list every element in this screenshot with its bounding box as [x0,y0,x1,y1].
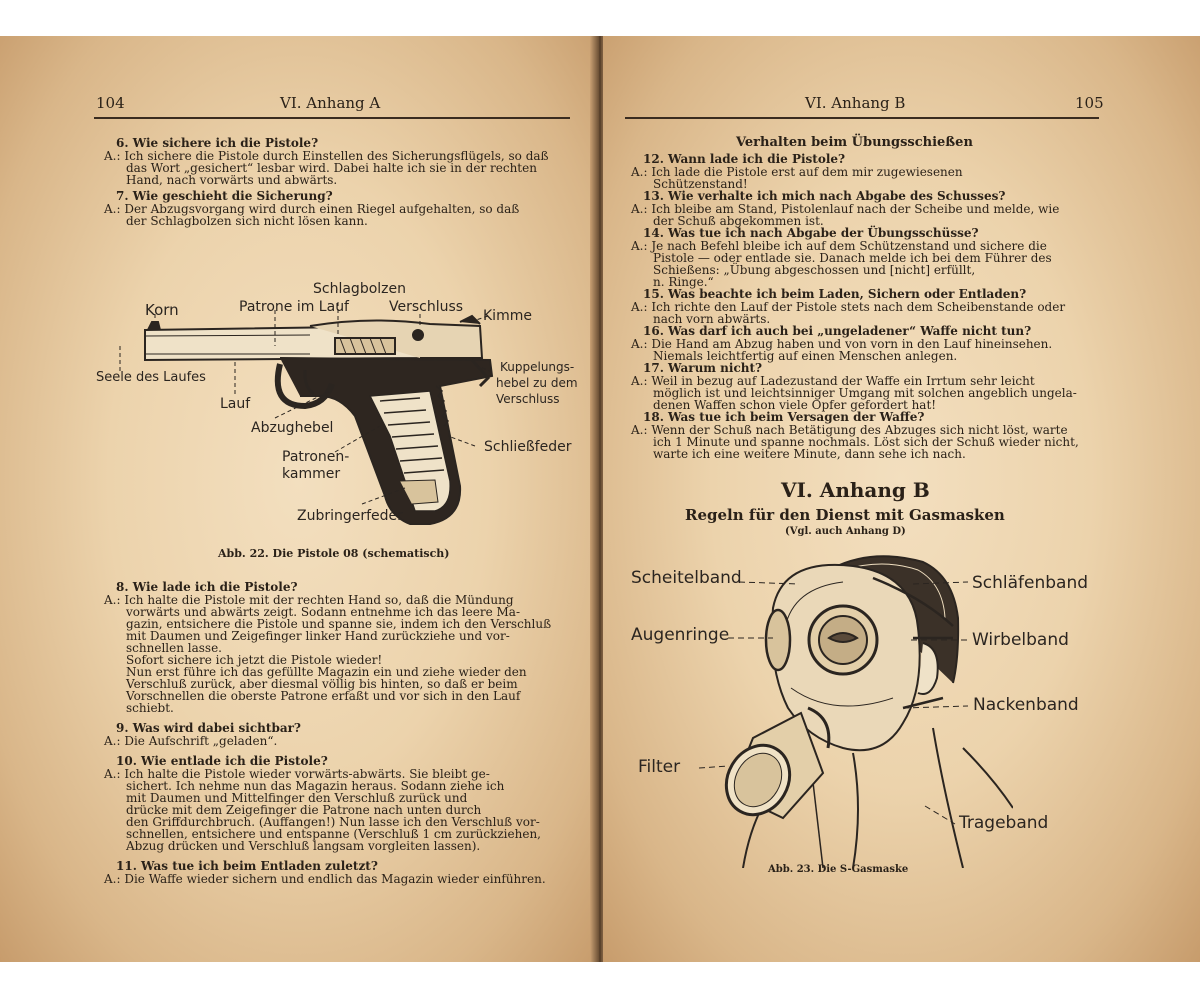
label-korn: Korn [145,301,179,319]
answer-line: A.: Ich richte den Lauf der Pistole stets nach dem Scheibenstande oder [631,300,1066,314]
qa-block-top [104,137,570,227]
answer-line: gazin, entsichere die Pistole und spanne sie, indem ich den Verschluß [126,617,552,631]
left-page [0,36,597,962]
answer-line: A.: Je nach Befehl bleibe ich auf dem Schützenstand und sichere die [631,239,1047,253]
answer-line: der Schlagbolzen sich nicht lösen kann. [126,214,368,228]
label-zubringerfeder: Zubringerfeder [297,508,403,524]
answer-line: der Schuß abgekommen ist. [653,214,824,228]
question: 8. Wie lade ich die Pistole? [116,580,298,594]
answer-line: A.: Wenn der Schuß nach Betätigung des Abzuges sich nicht löst, warte [631,423,1068,437]
question: 18. Was tue ich beim Versagen der Waffe? [643,410,925,424]
answer-line: schnellen, entsichere und entspanne (Verschluß 1 cm zurückziehen, [126,827,541,841]
question: 9. Was wird dabei sichtbar? [116,721,301,735]
label-schliessfeder: Schließfeder [484,439,572,455]
label-seele-des-laufes: Seele des Laufes [96,370,206,385]
answer-line: A.: Die Aufschrift „geladen“. [104,734,278,748]
answer-line: Pistole — oder entlade sie. Danach melde ich bei dem Führer des [653,251,1052,265]
qa-block-bottom [104,581,570,885]
answer-line: warte ich eine weitere Minute, dann sehe ich nach. [653,447,966,461]
question: 12. Wann lade ich die Pistole? [643,152,846,166]
label-scheitelband: Scheitelband [631,568,742,588]
question: 10. Wie entlade ich die Pistole? [116,754,328,768]
answer-line: Vorschnellen die oberste Patrone erfaßt und vor sich in den Lauf [126,689,521,703]
answer-line: schnellen lasse. [126,641,222,655]
answer-line: A.: Die Hand am Abzug haben und von vorn in den Lauf hineinsehen. [631,337,1053,351]
answer-line: denen Waffen schon viele Opfer gefordert hat! [653,398,937,412]
appendix-subtitle: Regeln für den Dienst mit Gasmasken [685,506,1005,524]
answer-line: A.: Ich halte die Pistole wieder vorwärts-abwärts. Sie bleibt ge- [104,767,490,781]
answer-line: nach vorn abwärts. [653,312,771,326]
label-filter: Filter [638,757,681,777]
answer-line: ich 1 Minute und spanne nochmals. Löst sich der Schuß wieder nicht, [653,435,1079,449]
question: 6. Wie sichere ich die Pistole? [116,136,319,150]
answer-line: Schießens: „Übung abgeschossen und [nicht] erfüllt, [653,263,976,277]
question: 7. Wie geschieht die Sicherung? [116,189,333,203]
label-wirbelband: Wirbelband [972,630,1069,650]
answer-line: n. Ringe.“ [653,275,714,289]
label-nackenband: Nackenband [973,695,1079,715]
answer-line: schiebt. [126,701,174,715]
figure-caption: Abb. 23. Die S-Gasmaske [768,864,909,875]
question: 14. Was tue ich nach Abgabe der Übungsschüsse? [643,226,979,240]
label-augenringe: Augenringe [631,625,730,645]
label-lauf: Lauf [220,396,251,412]
page-number: 105 [1075,94,1104,112]
running-head: VI. Anhang B [805,94,906,112]
label-kuppelung-2: hebel zu dem [496,376,578,390]
figure-caption: Abb. 22. Die Pistole 08 (schematisch) [218,547,450,560]
question: 17. Warum nicht? [643,361,763,375]
answer-line: Schützenstand! [653,177,748,191]
page-number: 104 [96,94,125,112]
answer-line: Verschluß zurück, aber diesmal völlig bis hinten, so daß er beim [126,677,518,691]
question: 11. Was tue ich beim Entladen zuletzt? [116,859,378,873]
answer-line: A.: Der Abzugsvorgang wird durch einen Riegel aufgehalten, so daß [104,202,520,216]
appendix-note: (Vgl. auch Anhang D) [785,526,906,537]
label-abzughebel: Abzughebel [251,420,334,436]
question: 16. Was darf ich auch bei „ungeladener“ Waffe nicht tun? [643,324,1032,338]
answer-line: mit Daumen und Mittelfinger den Verschluß zurück und [126,791,468,805]
answer-line: Nun erst führe ich das gefüllte Magazin ein und ziehe wieder den [126,665,527,679]
appendix-title: VI. Anhang B [781,478,930,502]
answer-line: vorwärts und abwärts zeigt. Sodann entnehme ich das leere Ma- [126,605,520,619]
question: 13. Wie verhalte ich mich nach Abgabe des Schusses? [643,189,1006,203]
label-trageband: Trageband [959,813,1049,833]
answer-line: möglich ist und leichtsinniger Umgang mit solchen angeblich ungela- [653,386,1077,400]
answer-line: Sofort sichere ich jetzt die Pistole wieder! [126,653,383,667]
label-schlagbolzen: Schlagbolzen [313,281,406,297]
answer-line: A.: Weil in bezug auf Ladezustand der Waffe ein Irrtum sehr leicht [631,374,1035,388]
answer-line: A.: Die Waffe wieder sichern und endlich das Magazin wieder einführen. [104,872,546,886]
label-kimme: Kimme [483,308,532,324]
label-patrone-im-lauf: Patrone im Lauf [239,299,349,315]
answer-line: sichert. Ich nehme nun das Magazin heraus. Sodann ziehe ich [126,779,505,793]
answer-line: mit Daumen und Zeigefinger linker Hand zurückziehe und vor- [126,629,510,643]
header-rule [94,117,570,119]
answer-line: das Wort „gesichert“ lesbar wird. Dabei halte ich sie in der rechten [126,161,537,175]
answer-line: A.: Ich lade die Pistole erst auf dem mir zugewiesenen [631,165,963,179]
answer-line: drücke mit dem Zeigefinger die Patrone nach unten durch [126,803,482,817]
label-schlaefenband: Schläfenband [972,573,1089,593]
answer-line: A.: Ich halte die Pistole mit der rechten Hand so, daß die Mündung [104,593,514,607]
gasmask-leader-lines [603,36,1200,962]
section-heading: Verhalten beim Übungsschießen [736,135,973,150]
right-page [603,36,1200,962]
label-kuppelung-1: Kuppelungs- [500,360,575,374]
label-patronenkammer-1: Patronen- [282,449,350,465]
label-patronenkammer-2: kammer [282,466,341,482]
answer-line: Hand, nach vorwärts und abwärts. [126,173,338,187]
question: 15. Was beachte ich beim Laden, Sichern oder Entladen? [643,287,1027,301]
label-verschluss: Verschluss [389,299,464,315]
open-book [0,36,1200,962]
running-head: VI. Anhang A [280,94,381,112]
answer-line: den Griffdurchbruch. (Auffangen!) Nun lasse ich den Verschluß vor- [126,815,540,829]
answer-line: Niemals leichtfertig auf einen Menschen anlegen. [653,349,958,363]
answer-line: A.: Ich bleibe am Stand, Pistolenlauf nach der Scheibe und melde, wie [631,202,1060,216]
label-kuppelung-3: Verschluss [496,392,560,406]
answer-line: A.: Ich sichere die Pistole durch Einstellen des Sicherungsflügels, so daß [104,149,549,163]
answer-line: Abzug drücken und Verschluß langsam vorgleiten lassen). [126,839,481,853]
